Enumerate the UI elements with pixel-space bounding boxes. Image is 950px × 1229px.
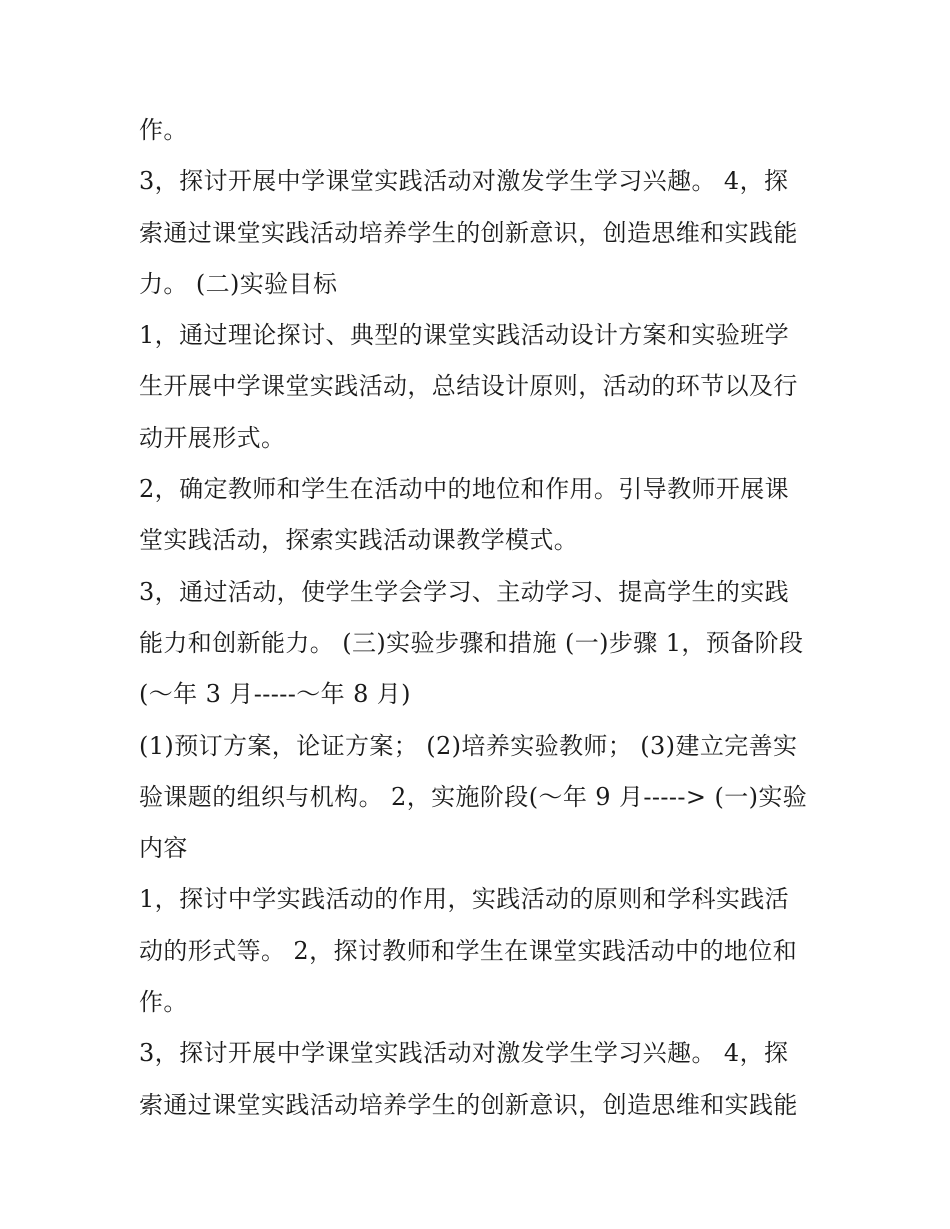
text-line: 堂实践活动，探索实践活动课教学模式。 bbox=[139, 526, 579, 555]
text-line: 验课题的组织与机构。 2，实施阶段(～年 9 月-----> (一)实验 bbox=[139, 782, 808, 811]
text-line: 索通过课堂实践活动培养学生的创新意识，创造思维和实践能 bbox=[139, 218, 798, 247]
text-line: 动开展形式。 bbox=[139, 423, 286, 452]
text-line: 2，确定教师和学生在活动中的地位和作用。引导教师开展课 bbox=[139, 475, 790, 504]
text-line: (～年 3 月-----～年 8 月) bbox=[139, 680, 411, 709]
text-line: 能力和创新能力。 (三)实验步骤和措施 (一)步骤 1，预备阶段 bbox=[139, 628, 804, 657]
text-line: (1)预订方案，论证方案； (2)培养实验教师； (3)建立完善实 bbox=[139, 731, 798, 760]
text-line: 3，探讨开展中学课堂实践活动对激发学生学习兴趣。 4，探 bbox=[139, 167, 789, 196]
text-line: 作。 bbox=[139, 988, 188, 1017]
text-line: 内容 bbox=[139, 834, 188, 863]
text-line: 索通过课堂实践活动培养学生的创新意识，创造思维和实践能 bbox=[139, 1090, 798, 1119]
text-line: 1，通过理论探讨、典型的课堂实践活动设计方案和实验班学 bbox=[139, 321, 790, 350]
text-line: 生开展中学课堂实践活动，总结设计原则，活动的环节以及行 bbox=[139, 372, 798, 401]
text-line: 1，探讨中学实践活动的作用，实践活动的原则和学科实践活 bbox=[139, 885, 790, 914]
text-line: 动的形式等。 2，探讨教师和学生在课堂实践活动中的地位和 bbox=[139, 936, 798, 965]
document-body bbox=[139, 108, 819, 1134]
text-line: 3，探讨开展中学课堂实践活动对激发学生学习兴趣。 4，探 bbox=[139, 1039, 789, 1068]
text-line: 作。 bbox=[139, 116, 188, 144]
text-line: 力。 (二)实验目标 bbox=[139, 269, 338, 298]
text-line: 3，通过活动，使学生学会学习、主动学习、提高学生的实践 bbox=[139, 577, 790, 606]
